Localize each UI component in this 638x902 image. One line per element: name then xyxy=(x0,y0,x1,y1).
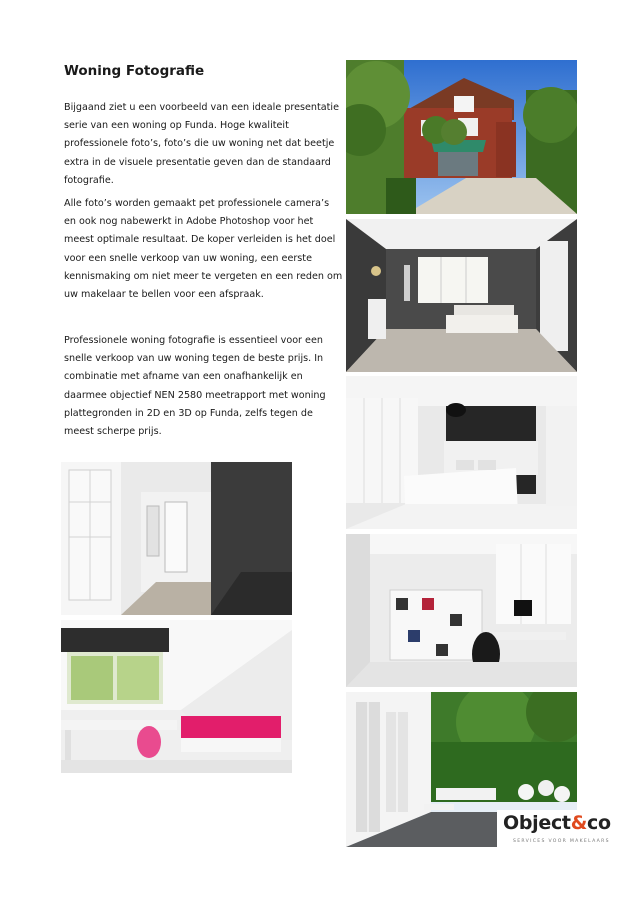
photo-kids-room xyxy=(61,620,292,773)
photo-living-room xyxy=(346,219,577,372)
photo-bedroom xyxy=(346,376,577,529)
logo-tagline: SERVICES VOOR MAKELAARS xyxy=(513,839,610,844)
page-title: Woning Fotografie xyxy=(64,63,205,79)
logo-wordmark: Object&co xyxy=(503,812,611,834)
photo-hallway xyxy=(61,462,292,615)
paragraph-essential: Professionele woning fotografie is essentieel voor een snelle verkoop van uw woning tegen de beste prijs. In combinatie met afname van een onafhankelijk en daarmee objectief NEN 2580 meetrapport met woning plattegronden in 2D en 3D op Funda, zelfs tegen de meest scherpe prijs. xyxy=(64,335,326,438)
photo-office xyxy=(346,534,577,687)
paragraph-photography: Alle foto’s worden gemaakt pet professionele camera’s en ook nog nabewerkt in Adobe Photoshop voor het meest optimale resultaat. De koper verleiden is het doel voor een snelle verkoop van uw woning, een eerste kennismaking om niet meer te vergeten en een reden om uw makelaar te bellen voor een afspraak. xyxy=(64,198,343,301)
paragraph-intro: Bijgaand ziet u een voorbeeld van een ideale presentatie serie van een woning op Funda. Hoge kwaliteit professionele foto’s, foto’s die uw woning net dat beetje extra in de visuele presentatie geven dan de standaard fotografie. xyxy=(64,102,339,186)
photo-house-exterior xyxy=(346,60,577,214)
company-logo xyxy=(497,810,612,850)
